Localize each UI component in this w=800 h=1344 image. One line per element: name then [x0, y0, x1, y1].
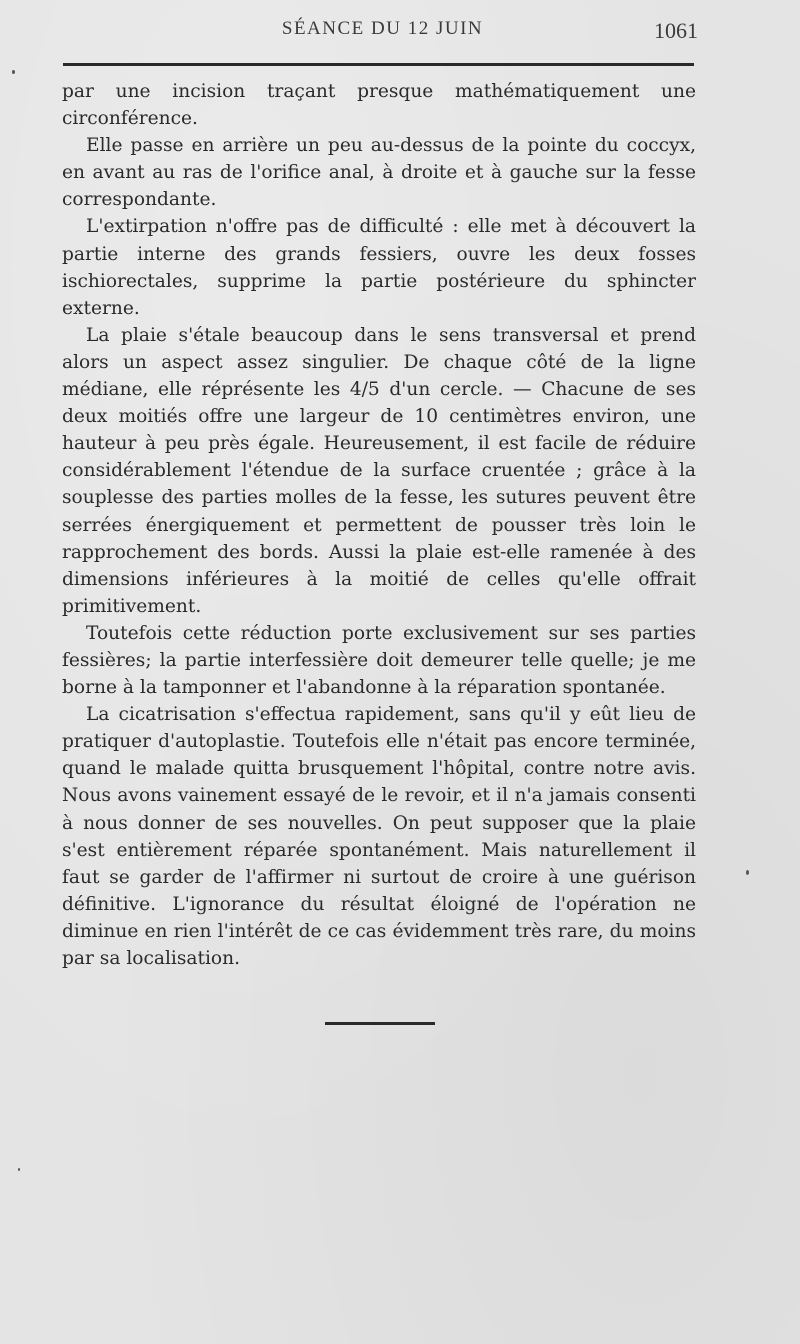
header-rule	[63, 63, 694, 66]
paragraph-1: par une incision traçant presque mathématiquement une circonférence.	[62, 81, 696, 130]
paragraph-5: Toutefois cette réduction porte exclusivement sur ses parties fessières; la partie interfessière doit demeurer telle quelle; je me borne à la tamponner et l'abandonne à la réparation spontanée.	[62, 622, 696, 699]
page-number: 1061	[654, 18, 698, 43]
paragraph-6: La cicatrisation s'effectua rapidement, sans qu'il y eût lieu de pratiquer d'autoplastie. Toutefois elle n'était pas encore terminée, quand le malade quitta brusquement l'hôpital, contre notre avis. Nous avons vainement essayé de le revoir, et il n'a jamais consenti à nous donner de ses nouvelles. On peut supposer que la plaie s'est entièrement réparée spontanément. Mais naturellement il faut se garder de l'affirmer ni surtout de croire à une guérison définitive. L'ignorance du résultat éloigné de l'opération ne diminue en rien l'intérêt de ce cas évidemment très rare, du moins par sa localisation.	[62, 704, 696, 969]
paper-speck	[18, 1168, 20, 1171]
page-header	[0, 18, 800, 48]
body-text	[62, 78, 696, 972]
paragraph-3: L'extirpation n'offre pas de difficulté : elle met à découvert la partie interne des grands fessiers, ouvre les deux fosses ischiorectales, supprime la partie postérieure du sphincter externe.	[62, 216, 696, 319]
paragraph-4: La plaie s'étale beaucoup dans le sens transversal et prend alors un aspect assez singulier. De chaque côté de la ligne médiane, elle réprésente les 4/5 d'un cercle. — Chacune de ses deux moitiés offre une largeur de 10 centimètres environ, une hauteur à peu près égale. Heureusement, il est facile de réduire considérablement l'étendue de la surface cruentée ; grâce à la souplesse des parties molles de la fesse, les sutures peuvent être serrées énergiquement et permettent de pousser très loin le rapprochement des bords. Aussi la plaie est-elle ramenée à des dimensions inférieures à la moitié de celles qu'elle offrait primitivement.	[62, 324, 696, 617]
end-rule	[325, 1022, 435, 1025]
paper-speck	[746, 870, 749, 875]
running-title: SÉANCE DU 12 JUIN	[281, 18, 484, 39]
paper-speck	[12, 70, 15, 74]
paragraph-2: Elle passe en arrière un peu au-dessus de la pointe du coccyx, en avant au ras de l'orifice anal, à droite et à gauche sur la fesse correspondante.	[62, 135, 696, 211]
